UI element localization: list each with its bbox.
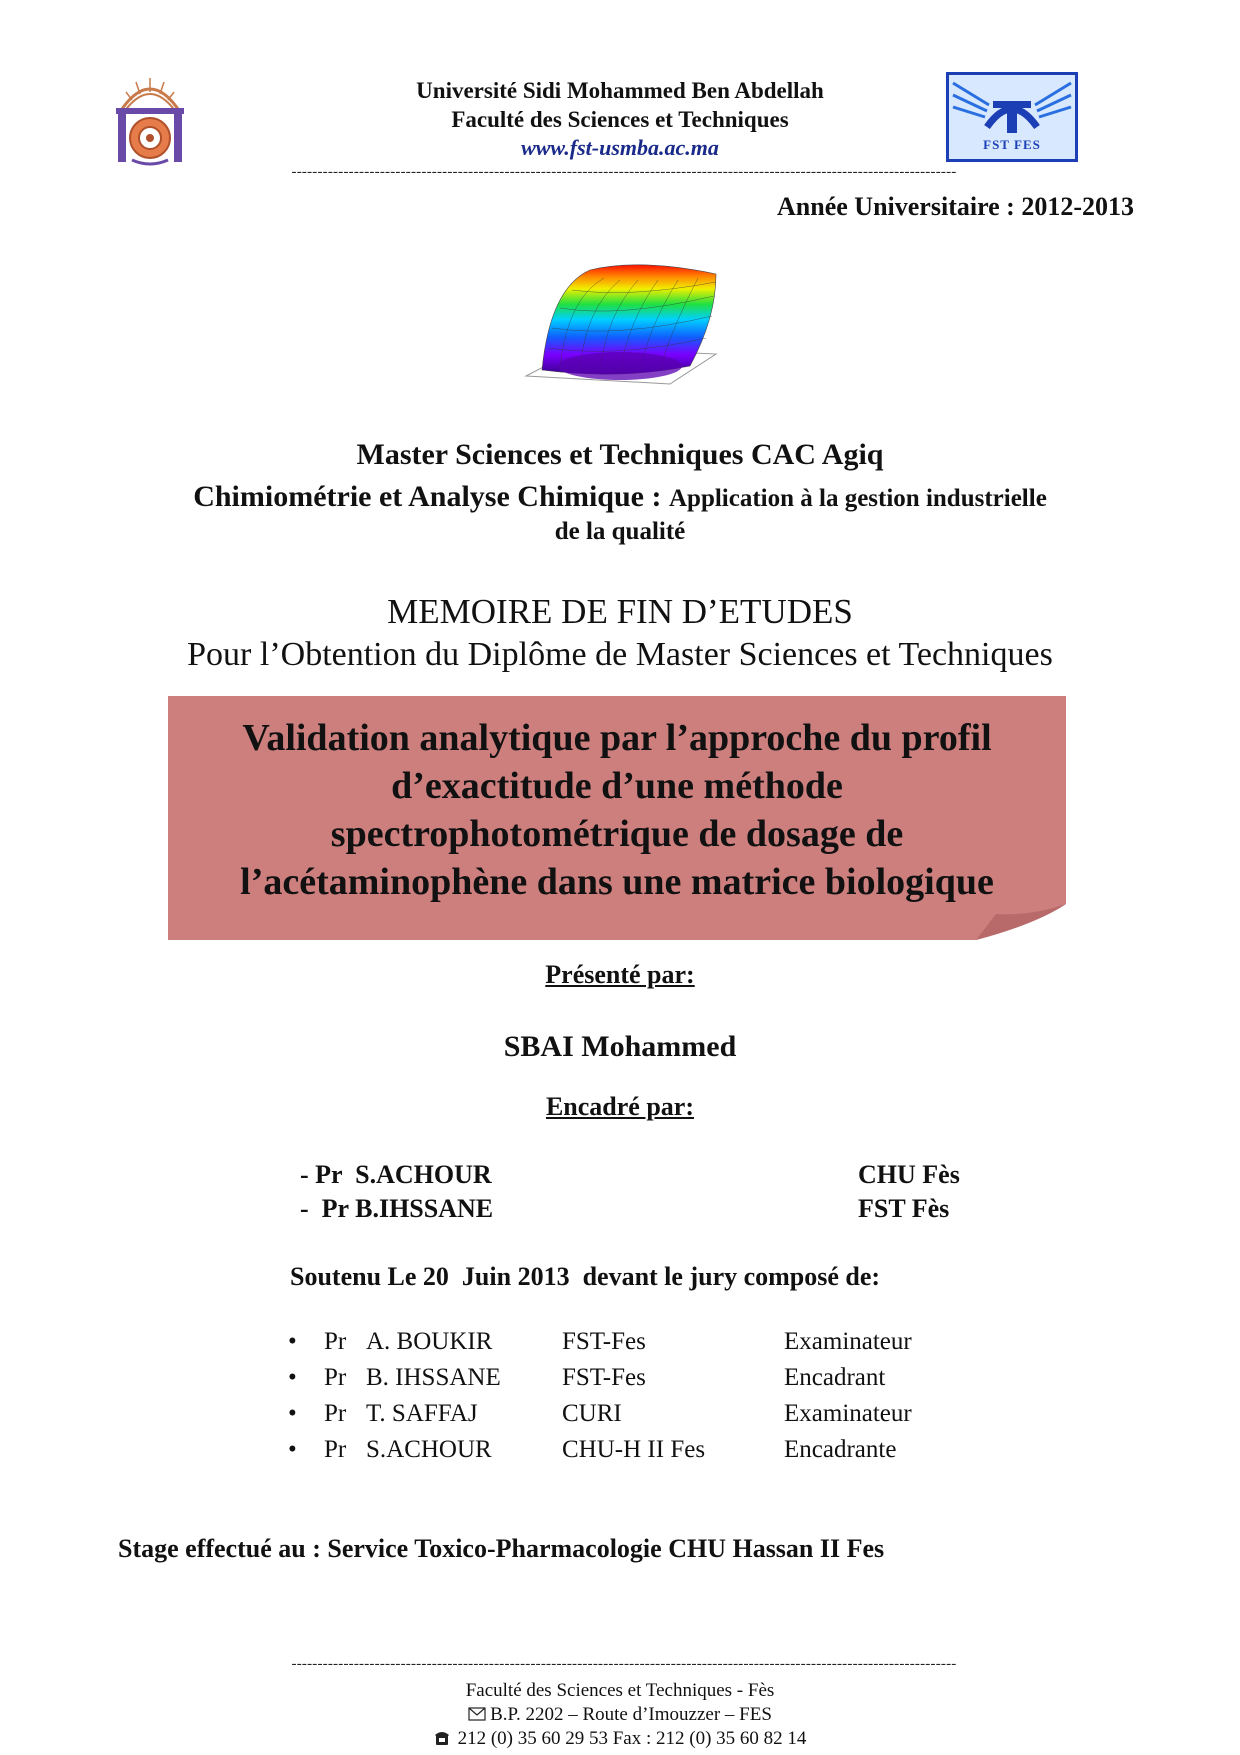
supervisor-1-name: - Pr S.ACHOUR xyxy=(300,1160,492,1189)
memoire-title: MEMOIRE DE FIN D’ETUDES xyxy=(387,592,853,631)
jury-role: Encadrant xyxy=(784,1364,886,1391)
jury-title: Pr xyxy=(324,1436,347,1463)
internship-info: Stage effectué au : Service Toxico-Pharmacologie CHU Hassan II Fes xyxy=(118,1534,885,1563)
thesis-title-line-2: d’exactitude d’une méthode xyxy=(391,765,843,807)
supervisor-2-affiliation: FST Fès xyxy=(858,1194,950,1223)
thesis-title-line-1: Validation analytique par l’approche du profil xyxy=(242,717,992,759)
footer-address xyxy=(0,1704,1240,1726)
jury-role: Examinateur xyxy=(784,1328,912,1355)
page-fold-corner xyxy=(976,904,1066,940)
footer-phone xyxy=(0,1728,1240,1750)
supervisor-1-affiliation: CHU Fès xyxy=(858,1160,960,1189)
jury-title: Pr xyxy=(324,1328,347,1355)
jury-row xyxy=(288,1400,988,1436)
jury-name: S.ACHOUR xyxy=(366,1436,492,1463)
academic-year: Année Universitaire : 2012-2013 xyxy=(777,192,1134,221)
footer-faculty: Faculté des Sciences et Techniques - Fès xyxy=(465,1680,775,1701)
jury-title: Pr xyxy=(324,1364,347,1391)
mail-icon xyxy=(468,1707,486,1721)
list-bullet: • xyxy=(288,1364,297,1391)
faculty-name: Faculté des Sciences et Techniques xyxy=(451,107,789,132)
list-bullet: • xyxy=(288,1328,297,1355)
presented-by-label: Présenté par: xyxy=(545,960,695,989)
jury-row xyxy=(288,1328,988,1364)
list-bullet: • xyxy=(288,1400,297,1427)
program-specialty: Chimiométrie et Analyse Chimique : xyxy=(193,480,669,513)
thesis-title-line-3: spectrophotométrique de dosage de xyxy=(330,813,904,855)
list-bullet: • xyxy=(288,1436,297,1463)
jury-role: Examinateur xyxy=(784,1400,912,1427)
student-name: SBAI Mohammed xyxy=(503,1030,737,1063)
fst-fes-logo xyxy=(946,72,1078,162)
phone-icon xyxy=(434,1730,450,1746)
footer-phone-text: 212 (0) 35 60 29 53 Fax : 212 (0) 35 60 82 14 xyxy=(457,1728,807,1749)
jury-name: A. BOUKIR xyxy=(366,1328,493,1355)
surface-plot-icon xyxy=(520,258,720,398)
jury-institution: FST-Fes xyxy=(562,1364,646,1391)
jury-row xyxy=(288,1436,988,1472)
program-line-2 xyxy=(0,480,1240,514)
thesis-title-line-4: l’acétaminophène dans une matrice biologique xyxy=(240,861,994,903)
jury-name: B. IHSSANE xyxy=(366,1364,501,1391)
surface-plot-illustration xyxy=(520,258,720,398)
jury-institution: CURI xyxy=(562,1400,622,1427)
website-link[interactable]: www.fst-usmba.ac.ma xyxy=(521,135,719,160)
jury-role: Encadrante xyxy=(784,1436,897,1463)
jury-institution: FST-Fes xyxy=(562,1328,646,1355)
jury-institution: CHU-H II Fes xyxy=(562,1436,706,1463)
fst-fes-logo-text: FST FES xyxy=(983,137,1041,152)
defense-info: Soutenu Le 20 Juin 2013 devant le jury composé de: xyxy=(290,1262,881,1291)
supervisor-2-name: - Pr B.IHSSANE xyxy=(300,1194,494,1223)
university-emblem-icon xyxy=(112,72,188,168)
university-name: Université Sidi Mohammed Ben Abdellah xyxy=(416,78,824,103)
footer-address-text: B.P. 2202 – Route d’Imouzzer – FES xyxy=(490,1704,772,1725)
footer-divider: -------------------------------------------------------------------------------------------------------------------------------- xyxy=(291,1656,957,1672)
jury-list xyxy=(288,1328,988,1478)
program-application: Application à la gestion industrielle xyxy=(668,485,1047,512)
program-line-3: de la qualité xyxy=(554,518,686,545)
master-program: Master Sciences et Techniques CAC Agiq xyxy=(356,438,884,471)
jury-title: Pr xyxy=(324,1400,347,1427)
jury-row xyxy=(288,1364,988,1400)
supervised-by-label: Encadré par: xyxy=(545,1092,695,1121)
memoire-subtitle: Pour l’Obtention du Diplôme de Master Sciences et Techniques xyxy=(187,636,1053,673)
header-divider: -------------------------------------------------------------------------------------------------------------------------------- xyxy=(291,164,957,180)
university-emblem xyxy=(112,72,188,168)
thesis-title-box xyxy=(168,696,1066,940)
jury-name: T. SAFFAJ xyxy=(366,1400,478,1427)
